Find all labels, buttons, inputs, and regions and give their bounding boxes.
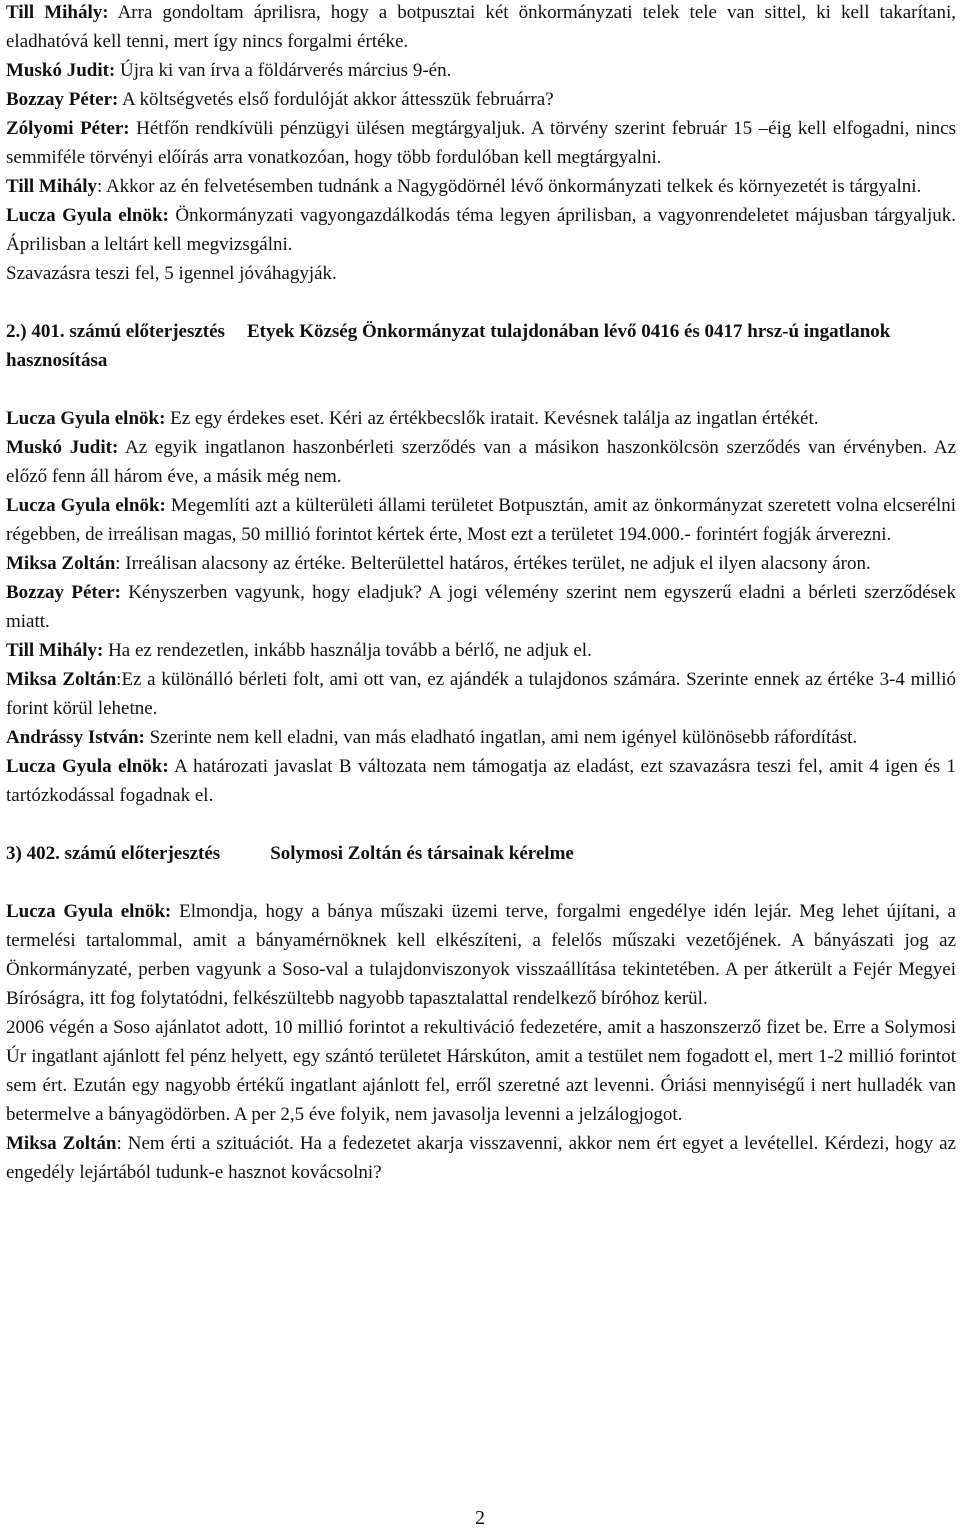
paragraph xyxy=(6,1129,956,1187)
vote-result xyxy=(6,259,956,288)
paragraph xyxy=(6,172,956,201)
paragraph xyxy=(6,665,956,723)
paragraph-text: : Nem érti a szituációt. Ha a fedezetet akarja visszavenni, akkor nem ért egyet a levétellel. Kérdezi, hogy az engedély lejártából tudunk-e hasznot kovácsolni? xyxy=(6,1133,956,1183)
paragraph xyxy=(6,491,956,549)
paragraph-text: A határozati javaslat B változata nem támogatja az eladást, ezt szavazásra teszi fel, amit 4 igen és 1 tartózkodással fogadnak el. xyxy=(6,756,957,806)
paragraph-text: Szerinte nem kell eladni, van más eladható ingatlan, ami nem igényel különösebb ráfordítást. xyxy=(144,727,858,748)
paragraph-text: :Ez a különálló bérleti folt, ami ott van, ez ajándék a tulajdonos számára. Szerinte ennek az értéke 3-4 millió forint körül lehetne. xyxy=(6,669,956,719)
speaker-name: Bozzay Péter: xyxy=(6,89,119,110)
section-heading-3 xyxy=(6,839,956,868)
speaker-name: Muskó Judit: xyxy=(6,60,116,81)
spacer xyxy=(6,868,956,897)
paragraph-text: Hétfőn rendkívüli pénzügyi ülésen megtárgyaljuk. A törvény szerint február 15 –éig kell elfogadni, nincs semmiféle törvényi előírás arra vonatkozóan, hogy több fordulóban kell megtárgyalni. xyxy=(6,118,957,168)
paragraph xyxy=(6,85,956,114)
paragraph xyxy=(6,636,956,665)
paragraph-text: 2006 végén a Soso ajánlatot adott, 10 millió forintot a rekultiváció fedezetére, amit a haszonszerző fizet be. Erre a Solymosi Úr ingatlant ajánlott fel pénz helyett, egy szántó területet Hárskúton, amit a testület nem fogadott el, mert 1-2 millió forintot sem ért. Ezután egy nagyobb értékű ingatlant ajánlott fel, erről szeretné azt levenni. Óriási mennyiségű i nert hulladék van betermelve a bányagödörben. A per 2,5 éve folyik, nem javasolja levenni a jelzálogjogot. xyxy=(6,1017,956,1125)
paragraph xyxy=(6,56,956,85)
speaker-name: Till Mihály: xyxy=(6,640,104,661)
speaker-name: Till Mihály xyxy=(6,176,97,197)
paragraph xyxy=(6,578,956,636)
speaker-name: Andrássy István: xyxy=(6,727,145,748)
section-number: 2.) 401. számú előterjesztés xyxy=(6,321,225,342)
paragraph xyxy=(6,723,956,752)
discussion-block-3 xyxy=(6,897,956,1187)
paragraph-text: Ha ez rendezetlen, inkább használja tovább a bérlő, ne adjuk el. xyxy=(103,640,592,661)
speaker-name: Muskó Judit: xyxy=(6,437,119,458)
section-number: 3) 402. számú előterjesztés xyxy=(6,843,221,864)
paragraph xyxy=(6,201,956,259)
spacer xyxy=(6,288,956,317)
paragraph-text: : Akkor az én felvetésemben tudnánk a Nagygödörnél lévő önkormányzati telkek és környezetét is tárgyalni. xyxy=(96,176,922,197)
section-title: Etyek Község Önkormányzat tulajdonában lévő 0416 és 0417 hrsz-ú ingatlanok hasznosítása xyxy=(6,321,891,371)
speaker-name: Lucza Gyula elnök: xyxy=(6,495,166,516)
paragraph xyxy=(6,897,956,1013)
paragraph xyxy=(6,752,956,810)
speaker-name: Lucza Gyula elnök: xyxy=(6,205,169,226)
paragraph xyxy=(6,0,956,56)
paragraph xyxy=(6,549,956,578)
paragraph-text: A költségvetés első fordulóját akkor áttesszük februárra? xyxy=(118,89,554,110)
paragraph-text: Kényszerben vagyunk, hogy eladjuk? A jogi vélemény szerint nem egyszerű eladni a bérleti szerződések miatt. xyxy=(6,582,956,632)
speaker-name: Miksa Zoltán xyxy=(6,1133,117,1154)
spacer xyxy=(6,810,956,839)
speaker-name: Lucza Gyula elnök: xyxy=(6,408,166,429)
section-title: Solymosi Zoltán és társainak kérelme xyxy=(270,843,574,864)
paragraph-text: : Irreálisan alacsony az értéke. Belterülettel határos, értékes terület, ne adjuk el ilyen alacsony áron. xyxy=(115,553,871,574)
paragraph xyxy=(6,114,956,172)
section-heading-2 xyxy=(6,317,956,375)
paragraph xyxy=(6,1013,956,1129)
discussion-block-1 xyxy=(6,0,956,288)
paragraph xyxy=(6,404,956,433)
speaker-name: Miksa Zoltán xyxy=(6,553,116,574)
paragraph-text: Szavazásra teszi fel, 5 igennel jóváhagyják. xyxy=(6,263,337,284)
speaker-name: Lucza Gyula elnök: xyxy=(6,756,169,777)
page-number: 2 xyxy=(475,1507,485,1529)
discussion-block-2 xyxy=(6,404,956,810)
speaker-name: Bozzay Péter: xyxy=(6,582,121,603)
paragraph xyxy=(6,433,956,491)
paragraph-text: Elmondja, hogy a bánya műszaki üzemi terve, forgalmi engedélye idén lejár. Meg lehet újítani, a termelési tartalommal, amit a bányamérnöknek kell elkészíteni, a felelős műszaki vezetőjének. A bányászati jog az Önkormányzaté, perben vagyunk a Soso-val a tulajdonviszonyok visszaállítása tekintetében. A per átkerült a Fejér Megyei Bíróságra, itt fog folytatódni, felkészültebb nagyobb tapasztalattal rendelkező bíróhoz kerül. xyxy=(6,901,956,1009)
speaker-name: Zólyomi Péter: xyxy=(6,118,130,139)
paragraph-text: Megemlíti azt a külterületi állami területet Botpusztán, amit az önkormányzat szeretett volna elcserélni régebben, de irreálisan magas, 50 millió forintot kértek érte, Most ezt a területet 194.000.- forintért fogják árverezni. xyxy=(6,495,956,545)
paragraph-text: Önkormányzati vagyongazdálkodás téma legyen áprilisban, a vagyonrendeletet májusban tárgyaljuk. Áprilisban a leltárt kell megvizsgálni. xyxy=(6,205,956,255)
speaker-name: Miksa Zoltán xyxy=(6,669,117,690)
paragraph-text: Újra ki van írva a földárverés március 9-én. xyxy=(115,60,452,81)
paragraph-text: Ez egy érdekes eset. Kéri az értékbecslők iratait. Kevésnek találja az ingatlan értékét. xyxy=(165,408,819,429)
speaker-name: Lucza Gyula elnök: xyxy=(6,901,172,922)
document-page xyxy=(6,0,956,1187)
speaker-name: Till Mihály: xyxy=(6,2,109,23)
spacer xyxy=(6,375,956,404)
paragraph-text: Az egyik ingatlanon haszonbérleti szerződés van a másikon haszonkölcsön szerződés van érvényben. Az előző fenn áll három éve, a másik még nem. xyxy=(6,437,956,487)
paragraph-text: Arra gondoltam áprilisra, hogy a botpusztai két önkormányzati telek tele van sittel, ki kell takarítani, eladhatóvá kell tenni, mert így nincs forgalmi értéke. xyxy=(6,2,956,52)
